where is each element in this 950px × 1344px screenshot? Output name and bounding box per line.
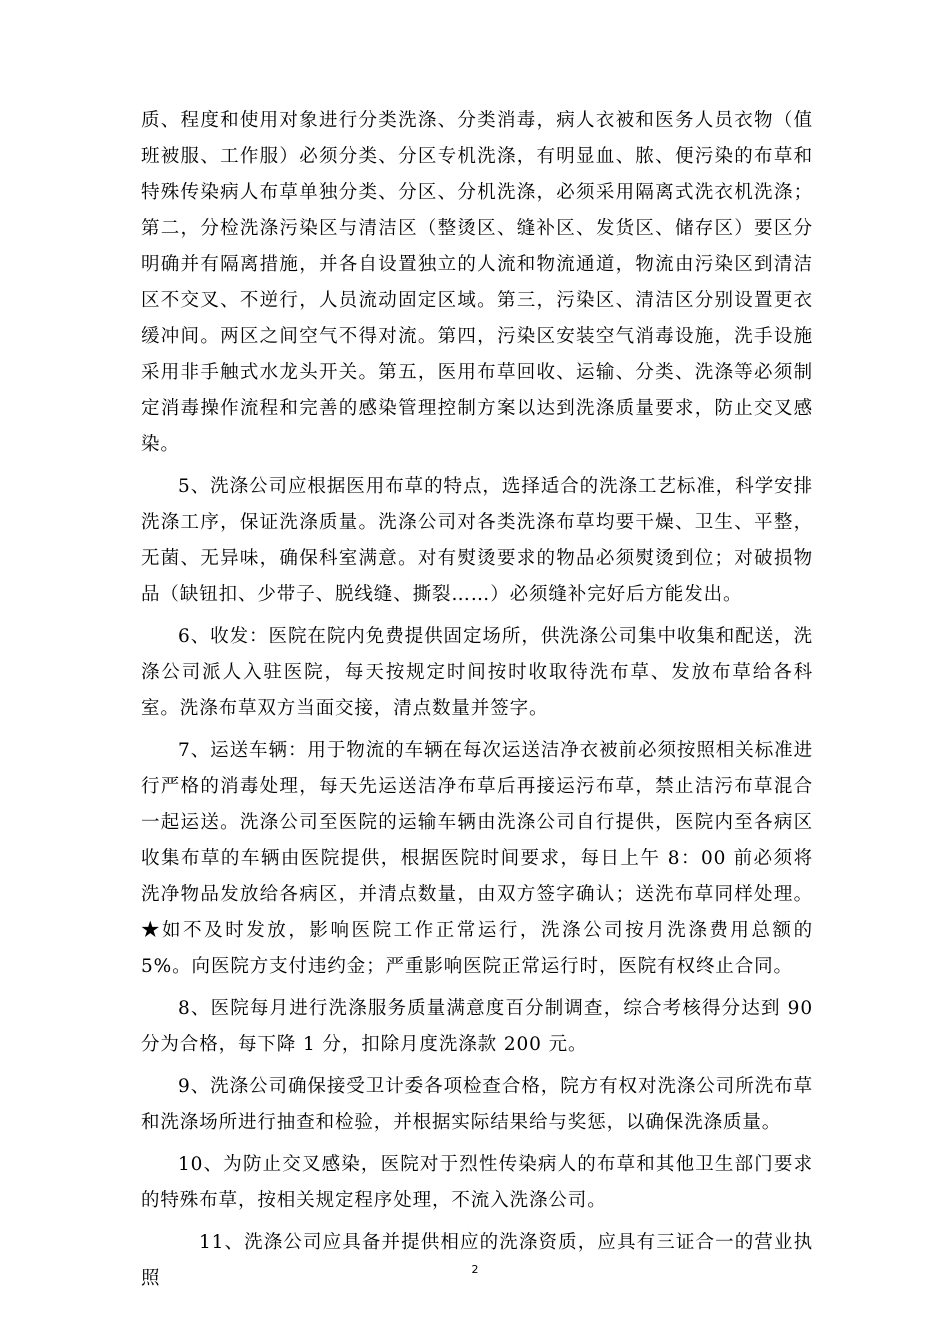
document-body bbox=[141, 103, 813, 1297]
paragraph-item-7: 7、运送车辆：用于物流的车辆在每次运送洁净衣被前必须按照相关标准进行严格的消毒处理，每天先运送洁净布草后再接运污布草，禁止洁污布草混合一起运送。洗涤公司至医院的运输车辆由洗涤公司自行提供，医院内至各病区收集布草的车辆由医院提供，根据医院时间要求，每日上午 8：00 前必须将洗净物品发放给各病区，并清点数量，由双方签字确认；送洗布草同样处理。★如不及时发放，影响医院工作正常运行，洗涤公司按月洗涤费用总额的 5%。向医院方支付违约金；严重影响医院正常运行时，医院有权终止合同。 bbox=[141, 740, 813, 977]
paragraph-item-6: 6、收发：医院在院内免费提供固定场所，供洗涤公司集中收集和配送，洗涤公司派人入驻医院，每天按规定时间按时收取待洗布草、发放布草给各科室。洗涤布草双方当面交接，清点数量并签字。 bbox=[141, 626, 813, 719]
paragraph-item-5: 5、洗涤公司应根据医用布草的特点，选择适合的洗涤工艺标准，科学安排洗涤工序，保证洗涤质量。洗涤公司对各类洗涤布草均要干燥、卫生、平整，无菌、无异味，确保科室满意。对有熨烫要求的物品必须熨烫到位；对破损物品（缺钮扣、少带子、脱线缝、撕裂……）必须缝补完好后方能发出。 bbox=[141, 476, 813, 605]
paragraph-item-9: 9、洗涤公司确保接受卫计委各项检查合格，院方有权对洗涤公司所洗布草和洗涤场所进行抽查和检验，并根据实际结果给与奖惩，以确保洗涤质量。 bbox=[141, 1076, 813, 1133]
paragraph-item-11: 11、洗涤公司应具备并提供相应的洗涤资质，应具有三证合一的营业执照 bbox=[141, 1232, 813, 1289]
page-number: 2 bbox=[471, 1263, 479, 1276]
paragraph-item-8: 8、医院每月进行洗涤服务质量满意度百分制调查，综合考核得分达到 90 分为合格，每下降 1 分，扣除月度洗涤款 200 元。 bbox=[141, 998, 813, 1055]
paragraph-continued-clause-4: 质、程度和使用对象进行分类洗涤、分类消毒，病人衣被和医务人员衣物（值班被服、工作服）必须分类、分区专机洗涤，有明显血、脓、便污染的布草和特殊传染病人布草单独分类、分区、分机洗涤，必须采用隔离式洗衣机洗涤；第二，分检洗涤污染区与清洁区（整烫区、缝补区、发货区、储存区）要区分明确并有隔离措施，并各自设置独立的人流和物流通道，物流由污染区到清洁区不交叉、不逆行，人员流动固定区域。第三，污染区、清洁区分别设置更衣缓冲间。两区之间空气不得对流。第四，污染区安装空气消毒设施，洗手设施采用非手触式水龙头开关。第五，医用布草回收、运输、分类、洗涤等必须制定消毒操作流程和完善的感染管理控制方案以达到洗涤质量要求，防止交叉感染。 bbox=[141, 110, 813, 455]
paragraph-item-10: 10、为防止交叉感染，医院对于烈性传染病人的布草和其他卫生部门要求的特殊布草，按相关规定程序处理，不流入洗涤公司。 bbox=[141, 1154, 813, 1211]
